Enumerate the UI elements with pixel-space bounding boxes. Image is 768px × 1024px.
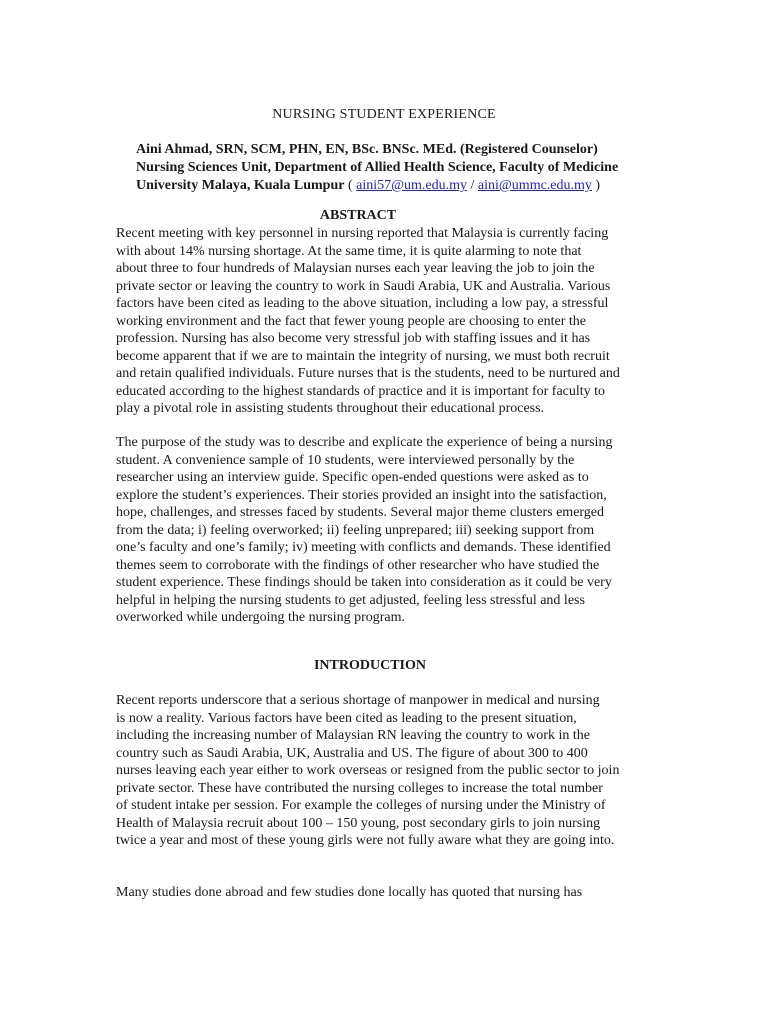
- close-paren: ): [591, 178, 601, 193]
- text-line: Recent meeting with key personnel in nursing reported that Malaysia is currently facing: [116, 226, 609, 241]
- text-line: Many studies done abroad and few studies done locally has quoted that nursing has: [116, 885, 583, 900]
- text-line: profession. Nursing has also become very stressful job with staffing issues and it has: [116, 331, 591, 346]
- document-title: NURSING STUDENT EXPERIENCE: [272, 107, 496, 122]
- text-line: researcher using an interview guide. Specific open-ended questions were asked as to: [116, 470, 589, 485]
- email-link-2[interactable]: aini@ummc.edu.my: [477, 178, 592, 193]
- text-line: factors have been cited as leading to the above situation, including a low pay, a stressful: [116, 296, 609, 311]
- text-line: private sector. These have contributed the nursing colleges to increase the total number: [116, 780, 603, 796]
- text-line: become apparent that if we are to maintain the integrity of nursing, we must both recruit: [116, 348, 610, 364]
- introduction-paragraph-2: [116, 884, 656, 902]
- text-line: The purpose of the study was to describe and explicate the experience of being a nursing: [116, 435, 613, 450]
- text-line: twice a year and most of these young girls were not fully aware what they are going into.: [116, 833, 615, 848]
- text-line: nurses leaving each year either to work overseas or resigned from the public sector to join: [116, 763, 620, 778]
- text-line: about three to four hundreds of Malaysian nurses each year leaving the job to join the: [116, 261, 595, 276]
- author-block: [136, 141, 756, 195]
- email-separator: /: [467, 178, 478, 193]
- text-line: helpful in helping the nursing students to get adjusted, feeling less stressful and less: [116, 592, 585, 608]
- text-line: play a pivotal role in assisting students throughout their educational process.: [116, 401, 545, 416]
- abstract-paragraph-2: [116, 434, 656, 627]
- author-affiliation: Nursing Sciences Unit, Department of Allied Health Science, Faculty of Medicine: [136, 160, 619, 175]
- text-line: from the data; i) feeling overworked; ii) feeling unprepared; iii) seeking support from: [116, 522, 595, 538]
- introduction-paragraph-1: [116, 692, 656, 850]
- text-line: including the increasing number of Malaysian RN leaving the country to work in the: [116, 728, 590, 743]
- text-line: with about 14% nursing shortage. At the same time, it is quite alarming to note that: [116, 243, 582, 259]
- text-line: working environment and the fact that fewer young people are choosing to enter the: [116, 313, 587, 329]
- abstract-paragraph-1: [116, 225, 656, 418]
- text-line: and retain qualified individuals. Future nurses that is the students, need to be nurtured and: [116, 366, 620, 381]
- text-line: Health of Malaysia recruit about 100 – 150 young, post secondary girls to join nursing: [116, 815, 601, 831]
- text-line: country such as Saudi Arabia, UK, Australia and US. The figure of about 300 to 400: [116, 745, 588, 761]
- open-paren: (: [344, 178, 357, 193]
- author-credentials: Aini Ahmad, SRN, SCM, PHN, EN, BSc. BNSc. MEd. (Registered Counselor): [136, 142, 598, 157]
- author-location-line: [136, 177, 756, 195]
- text-line: of student intake per session. For example the colleges of nursing under the Ministry of: [116, 798, 606, 813]
- email-link-1[interactable]: aini57@um.edu.my: [356, 178, 468, 193]
- text-line: explore the student’s experiences. Their stories provided an insight into the satisfaction,: [116, 487, 607, 503]
- text-line: hope, challenges, and stresses faced by students. Several major theme clusters emerged: [116, 505, 605, 520]
- text-line: themes seem to corroborate with the findings of other researcher who have studied the: [116, 557, 600, 573]
- text-line: Recent reports underscore that a serious shortage of manpower in medical and nursing: [116, 693, 600, 708]
- text-line: overworked while undergoing the nursing program.: [116, 610, 406, 625]
- text-line: student experience. These findings should be taken into consideration as it could be very: [116, 575, 612, 590]
- author-location: University Malaya, Kuala Lumpur: [136, 178, 345, 193]
- introduction-heading: INTRODUCTION: [313, 658, 426, 673]
- text-line: private sector or leaving the country to work in Saudi Arabia, UK and Australia. Various: [116, 278, 611, 294]
- text-line: one’s faculty and one’s family; iv) meeting with conflicts and demands. These identified: [116, 540, 611, 555]
- text-line: is now a reality. Various factors have been cited as leading to the present situation,: [116, 710, 577, 726]
- text-line: educated according to the highest standards of practice and it is important for faculty to: [116, 383, 606, 399]
- abstract-heading: ABSTRACT: [319, 208, 397, 223]
- text-line: student. A convenience sample of 10 students, were interviewed personally by the: [116, 452, 575, 468]
